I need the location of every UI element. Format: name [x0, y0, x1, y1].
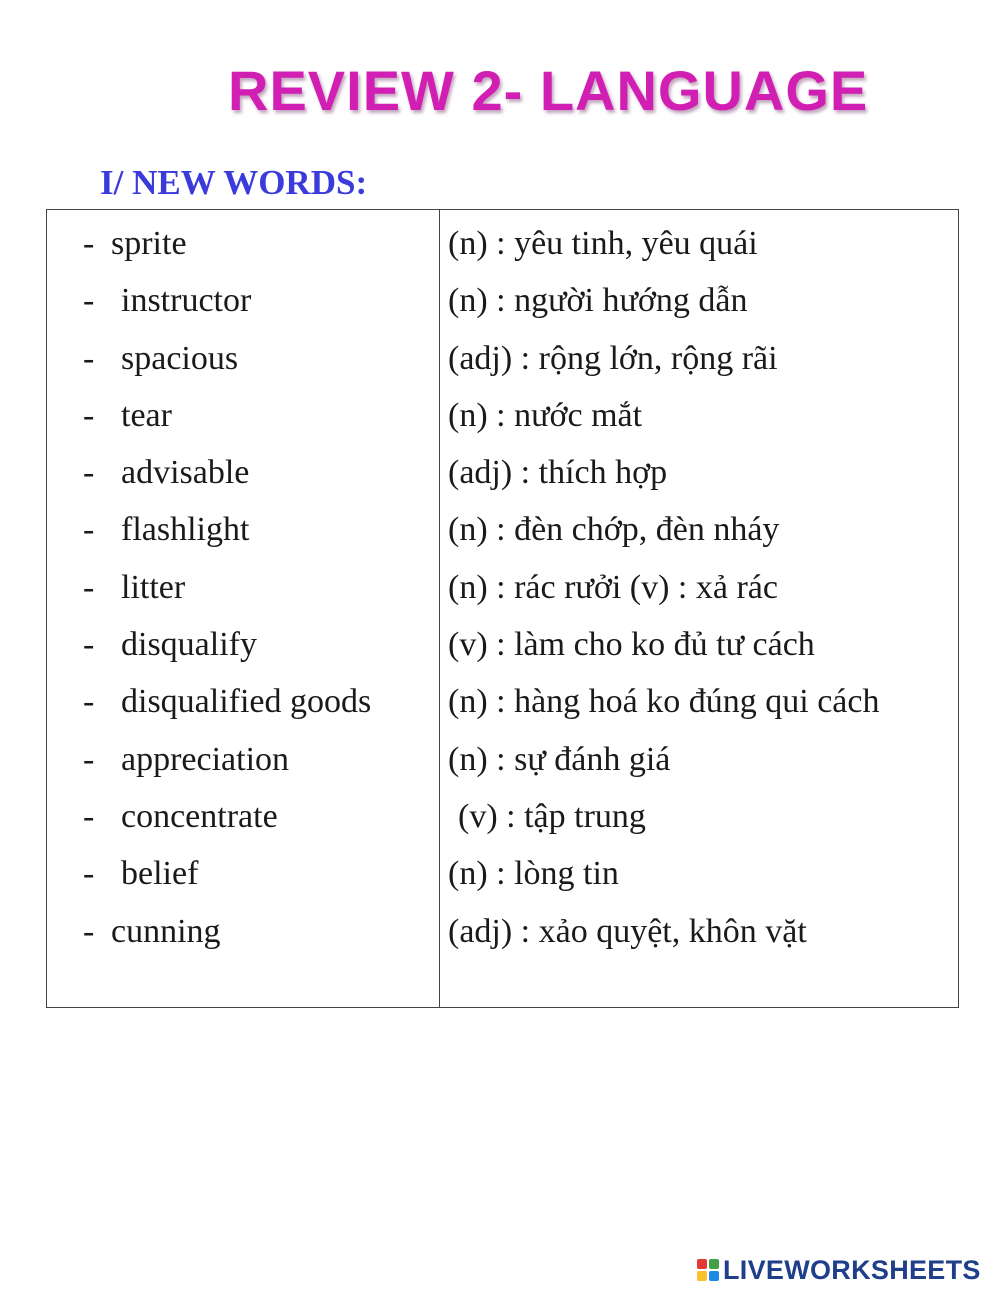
vocab-word-row	[83, 277, 433, 334]
vocab-word: spacious	[121, 339, 239, 377]
vocab-word-row	[83, 449, 433, 506]
vocab-word: sprite	[111, 225, 187, 262]
vocab-meaning: (n) : người hướng dẫn	[448, 282, 748, 320]
dash-marker: -	[83, 568, 95, 606]
vocab-word: belief	[121, 855, 199, 893]
vocab-word-row	[83, 335, 433, 392]
dash-marker: -	[83, 912, 95, 950]
vocab-word: instructor	[121, 282, 252, 320]
liveworksheets-blocks-icon	[697, 1259, 719, 1281]
dash-marker: -	[83, 626, 95, 664]
dash-marker: -	[83, 282, 95, 320]
vocab-word-row	[83, 678, 433, 735]
logo-square	[709, 1271, 719, 1281]
vocab-word: advisable	[121, 454, 250, 492]
liveworksheets-logo	[697, 1256, 981, 1284]
dash-marker: -	[83, 454, 95, 492]
dash-marker: -	[83, 396, 95, 434]
dash-marker: -	[83, 339, 95, 377]
vocab-word: flashlight	[121, 511, 250, 549]
vocab-meaning: (adj) : xảo quyệt, khôn vặt	[448, 912, 807, 950]
section-heading: I/ NEW WORDS:	[100, 163, 368, 202]
vocab-meaning: (n) : sự đánh giá	[448, 740, 671, 778]
vocab-meaning: (n) : lòng tin	[448, 855, 619, 893]
vocab-meaning: (n) : đèn chớp, đèn nháy	[448, 511, 780, 549]
vocab-meaning: (n) : nước mắt	[448, 396, 643, 434]
dash-marker: -	[83, 683, 95, 721]
logo-square	[697, 1259, 707, 1269]
vocab-word-row	[83, 908, 433, 965]
vocab-word-row	[83, 392, 433, 449]
dash-marker: -	[83, 855, 95, 893]
dash-marker: -	[83, 511, 95, 549]
vocab-meaning: (adj) : thích hợp	[448, 454, 668, 492]
logo-text: LIVEWORKSHEETS	[723, 1254, 981, 1285]
words-column	[83, 220, 433, 965]
vocab-meaning: (n) : yêu tinh, yêu quái	[448, 225, 758, 262]
vocab-word: concentrate	[121, 797, 278, 835]
vocab-word: appreciation	[121, 740, 290, 778]
page-title: REVIEW 2- LANGUAGE	[228, 59, 869, 122]
vocab-word: litter	[121, 568, 186, 606]
vocabulary-table	[46, 209, 959, 1008]
vocab-word: cunning	[111, 912, 221, 950]
dash-marker: -	[83, 740, 95, 778]
vocab-word-row	[83, 621, 433, 678]
vocab-word-row	[83, 793, 433, 850]
vocab-meaning: (n) : rác rưởi (v) : xả rác	[448, 568, 778, 606]
vocab-word-row	[83, 220, 433, 277]
vocab-word: disqualify	[121, 626, 257, 664]
vocab-word: disqualified goods	[121, 683, 372, 721]
vocab-meaning: (v) : tập trung	[458, 797, 646, 835]
vocab-word-row	[83, 506, 433, 563]
logo-square	[709, 1259, 719, 1269]
dash-marker: -	[83, 797, 95, 835]
logo-square	[697, 1271, 707, 1281]
vocab-word-row	[83, 736, 433, 793]
vocab-word: tear	[121, 396, 172, 434]
column-divider	[439, 210, 440, 1007]
vocab-word-row	[83, 564, 433, 621]
meanings-column	[448, 220, 953, 965]
vocab-meaning: (v) : làm cho ko đủ tư cách	[448, 626, 815, 664]
vocab-meaning: (n) : hàng hoá ko đúng qui cách	[448, 683, 880, 721]
vocab-word-row	[83, 850, 433, 907]
vocab-meaning: (adj) : rộng lớn, rộng rãi	[448, 339, 778, 377]
dash-marker: -	[83, 225, 95, 262]
